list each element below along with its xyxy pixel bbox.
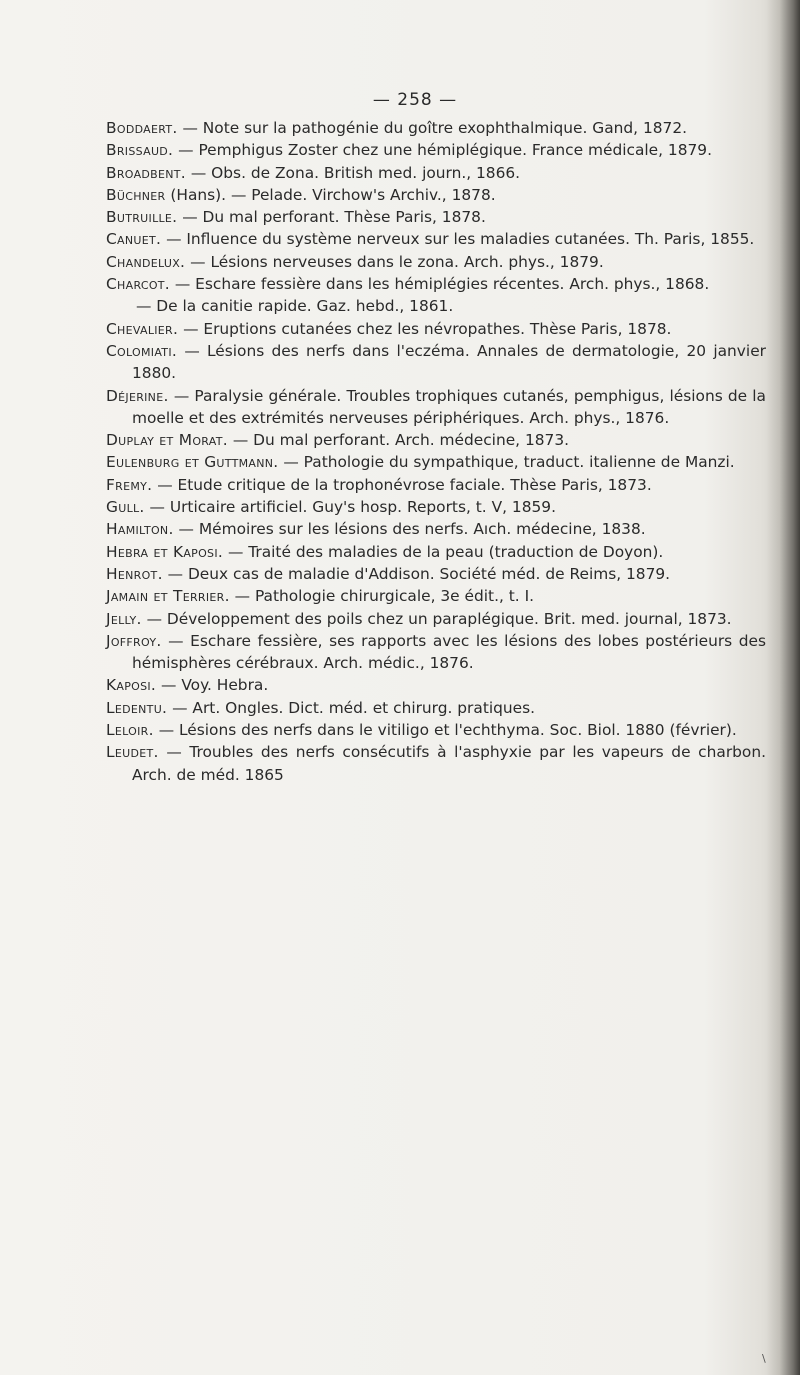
bibliography-entry: [106, 117, 766, 139]
entry-author: Hebra et Kaposi.: [106, 542, 224, 561]
entry-text: — Pemphigus Zoster chez une hémiplégique. France médicale, 1879.: [173, 141, 712, 160]
bibliography-entry: [106, 585, 766, 607]
bibliography-entry: [106, 139, 766, 161]
bibliography-entry: [106, 630, 766, 675]
bibliography-entry: [106, 518, 766, 540]
bibliography-entry: [106, 295, 766, 317]
entry-author: Chandelux.: [106, 252, 186, 271]
entry-text: — Etude critique de la trophonévrose faciale. Thèse Paris, 1873.: [152, 475, 652, 494]
entry-author: Büchner: [106, 185, 166, 204]
entry-author: Leudet.: [106, 743, 159, 762]
page-gutter-shadow: [766, 0, 800, 1375]
entry-author: Colomiati.: [106, 341, 178, 360]
entry-text: — Du mal perforant. Arch. médecine, 1873.: [227, 431, 570, 450]
entry-author: Kaposi.: [106, 676, 157, 695]
entry-author: Jelly.: [106, 609, 142, 628]
entry-text: — Eruptions cutanées chez les névropathes. Thèse Paris, 1878.: [178, 319, 672, 338]
entry-text: — Lésions des nerfs dans le vitiligo et l'echthyma. Soc. Biol. 1880 (février).: [153, 721, 737, 740]
entry-author: Broadbent.: [106, 163, 186, 182]
bibliography-entry: [106, 251, 766, 273]
entry-text: — Paralysie générale. Troubles trophiques cutanés, pemphigus, lésions de la moelle et des extrémités nerveuses périphériques. Arch. phys., 1876.: [132, 386, 766, 427]
bibliography-entry: [106, 184, 766, 206]
bibliography-entry: [106, 474, 766, 496]
entry-text: — Art. Ongles. Dict. méd. et chirurg. pratiques.: [167, 698, 536, 717]
entry-text: — Voy. Hebra.: [156, 676, 269, 695]
entry-author: Boddaert.: [106, 119, 178, 137]
entry-text: — Note sur la pathogénie du goître exophthalmique. Gand, 1872.: [177, 119, 688, 137]
entry-text: — De la canitie rapide. Gaz. hebd., 1861.: [136, 297, 454, 316]
bibliography-entry: [106, 429, 766, 451]
entry-text: — Influence du système nerveux sur les maladies cutanées. Th. Paris, 1855.: [161, 230, 755, 249]
bibliography-entry: [106, 273, 766, 295]
entry-author: Butruille.: [106, 208, 178, 227]
bibliography-entry: [106, 563, 766, 585]
entry-author: Gull.: [106, 498, 145, 517]
entry-text: — Lésions nerveuses dans le zona. Arch. phys., 1879.: [185, 252, 604, 271]
entry-author: Jamain et Terrier.: [106, 587, 230, 606]
entry-text: — Pathologie du sympathique, traduct. italienne de Manzi.: [278, 453, 735, 472]
entry-author: Canuet.: [106, 230, 162, 249]
entry-text: — Traité des maladies de la peau (traduction de Doyon).: [223, 542, 664, 561]
entry-text: — Eschare fessière dans les hémiplégies récentes. Arch. phys., 1868.: [170, 275, 710, 294]
entry-author: Fremy.: [106, 475, 153, 494]
entry-author: Ledentu.: [106, 698, 168, 717]
entry-author: Hamilton.: [106, 520, 174, 539]
entry-text: — Lésions des nerfs dans l'eczéma. Annales de dermatologie, 20 janvier 1880.: [132, 341, 766, 383]
entry-text: — Pathologie chirurgicale, 3e édit., t. I.: [229, 587, 535, 606]
bibliography-entry: [106, 608, 766, 630]
entry-author: Eulenburg et Guttmann.: [106, 453, 279, 472]
entry-author: Charcot.: [106, 275, 170, 294]
entry-author: Duplay et Morat.: [106, 431, 228, 450]
entry-author: Brissaud.: [106, 141, 174, 160]
entry-text: — Développement des poils chez un paraplégique. Brit. med. journal, 1873.: [141, 609, 732, 628]
entry-author: Leloir.: [106, 721, 154, 740]
bibliography-entry: [106, 674, 766, 696]
entry-text: — Urticaire artificiel. Guy's hosp. Reports, t. V, 1859.: [144, 498, 556, 517]
bibliography-entry: [106, 318, 766, 340]
corner-mark: \: [762, 1352, 766, 1365]
entry-text: (Hans). — Pelade. Virchow's Archiv., 1878.: [165, 185, 496, 204]
bibliography-entry: [106, 541, 766, 563]
entry-text: — Mémoires sur les lésions des nerfs. Aıch. médecine, 1838.: [173, 520, 646, 539]
bibliography-entry: [106, 496, 766, 518]
bibliography-entry: [106, 697, 766, 719]
entry-text: — Obs. de Zona. British med. journ., 1866.: [186, 163, 521, 182]
entry-text: — Troubles des nerfs consécutifs à l'asphyxie par les vapeurs de charbon. Arch. de méd. 1865: [132, 743, 766, 784]
bibliography-entry: [106, 162, 766, 184]
entry-author: Henrot.: [106, 564, 163, 583]
bibliography-entry: [106, 741, 766, 786]
entry-author: Joffroy.: [106, 631, 162, 650]
entry-text: — Eschare fessière, ses rapports avec les lésions des lobes postérieurs des hémisphères cérébraux. Arch. médic., 1876.: [132, 631, 766, 673]
bibliography-entry: [106, 340, 766, 385]
bibliography-entry: [106, 206, 766, 228]
entry-author: Déjerine.: [106, 386, 169, 405]
entry-text: — Du mal perforant. Thèse Paris, 1878.: [177, 208, 486, 227]
entry-author: Chevalier.: [106, 319, 179, 338]
bibliography-entry: [106, 228, 766, 250]
page-number: — 258 —: [372, 90, 458, 110]
bibliography-entry: [106, 719, 766, 741]
entry-text: — Deux cas de maladie d'Addison. Société méd. de Reims, 1879.: [162, 564, 671, 583]
bibliography-list: [106, 117, 766, 786]
bibliography-entry: [106, 385, 766, 430]
bibliography-entry: [106, 451, 766, 473]
